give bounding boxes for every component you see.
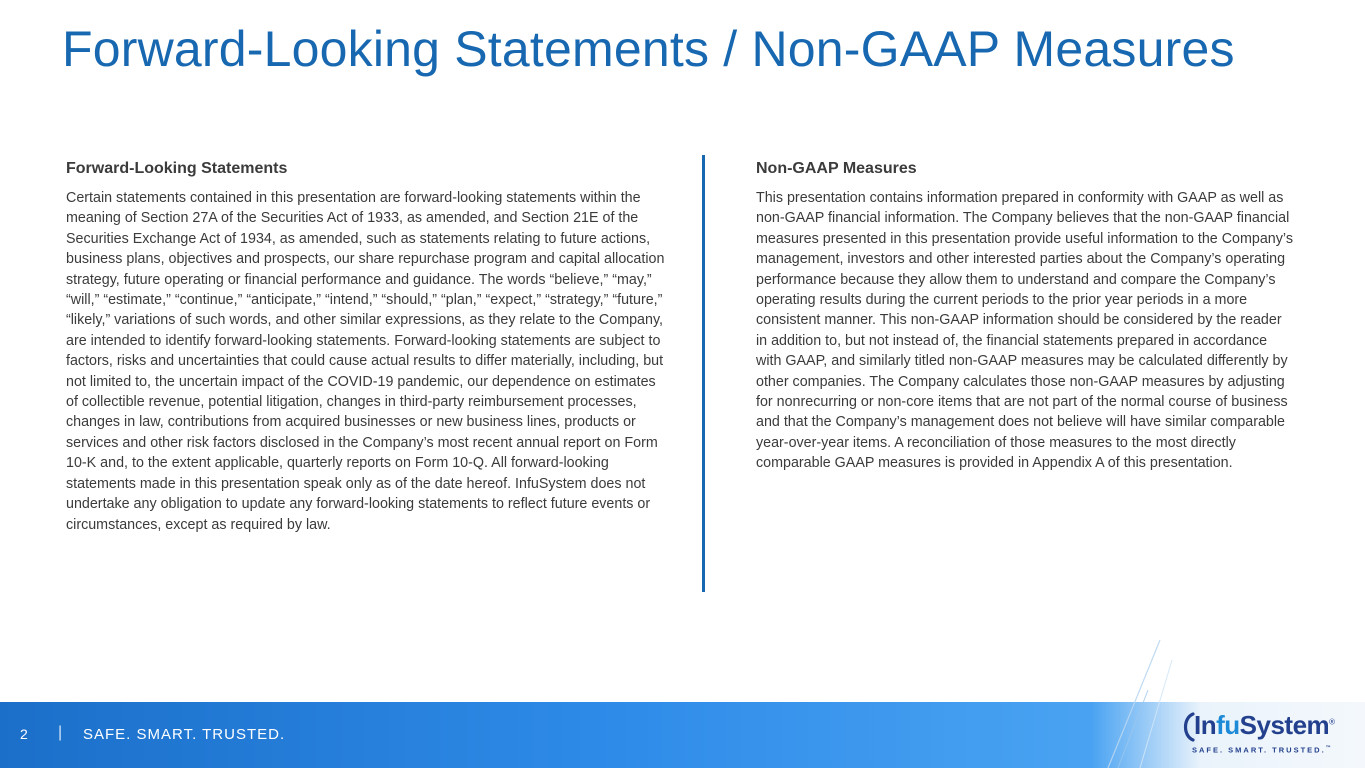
logo-wordmark-in: In (1194, 710, 1217, 740)
forward-looking-heading: Forward-Looking Statements (66, 160, 288, 177)
non-gaap-body: This presentation contains information prepared in conformity with GAAP as well as non-GAAP financial information. The Company believes that the non-GAAP financial measures presented in this presentation provide useful information to the Company’s management, investors and other interested parties about the Company’s operating performance because they allow them to understand and compare the Company’s operating results during the current periods to the prior year periods in a more consistent manner. This non-GAAP information should be considered by the reader in addition to, but not instead of, the financial statements prepared in accordance with GAAP, and similarly titled non-GAAP measures may be calculated differently by other companies. The Company calculates those non-GAAP measures by adjusting for nonrecurring or non-core items that are not part of the normal course of business and that the Company’s management does not believe will have similar comparable year-over-year items. A reconciliation of those measures to the most directly comparable GAAP measures is provided in Appendix A of this presentation. (756, 190, 1293, 472)
footer-tagline: SAFE. SMART. TRUSTED. (83, 726, 286, 743)
logo-tagline (1192, 745, 1331, 755)
infusystem-logo (1180, 708, 1335, 760)
logo-tagline-text: SAFE. SMART. TRUSTED. (1192, 745, 1326, 755)
page-number: 2 (20, 726, 28, 742)
slide-title: Forward-Looking Statements / Non-GAAP Measures (62, 21, 1235, 77)
logo-wordmark-system: System (1239, 710, 1330, 740)
logo-registered-mark: ® (1329, 717, 1335, 727)
logo-tagline-tm: ™ (1325, 745, 1331, 751)
forward-looking-body: Certain statements contained in this presentation are forward-looking statements within the meaning of Section 27A of the Securities Act of 1933, as amended, and Section 21E of the Securities Exchange Act of 1934, as amended, such as statements relating to future actions, business plans, objectives and prospects, our share repurchase program and capital allocation strategy, future operating or financial performance and guidance. The words “believe,” “may,” “will,” “estimate,” “continue,” “anticipate,” “intend,” “should,” “plan,” “expect,” “strategy,” “future,” “likely,” variations of such words, and other similar expressions, as they relate to the Company, are intended to identify forward-looking statements. Forward-looking statements are subject to factors, risks and uncertainties that could cause actual results to differ materially, including, but not limited to, the uncertain impact of the COVID-19 pandemic, our dependence on estimates of collectible revenue, potential litigation, changes in third-party reimbursement processes, changes in law, contributions from acquired businesses or new business lines, products or services and other risk factors disclosed in the Company’s most recent annual report on Form 10-K and, to the extent applicable, quarterly reports on Form 10-Q. All forward-looking statements made in this presentation speak only as of the date hereof. InfuSystem does not undertake any obligation to update any forward-looking statements to reflect future events or circumstances, except as required by law. (66, 190, 665, 533)
logo-wordmark-fu: fu (1216, 710, 1240, 740)
footer-separator: | (58, 724, 63, 741)
non-gaap-heading: Non-GAAP Measures (756, 160, 917, 177)
logo-wordmark (1194, 710, 1335, 741)
